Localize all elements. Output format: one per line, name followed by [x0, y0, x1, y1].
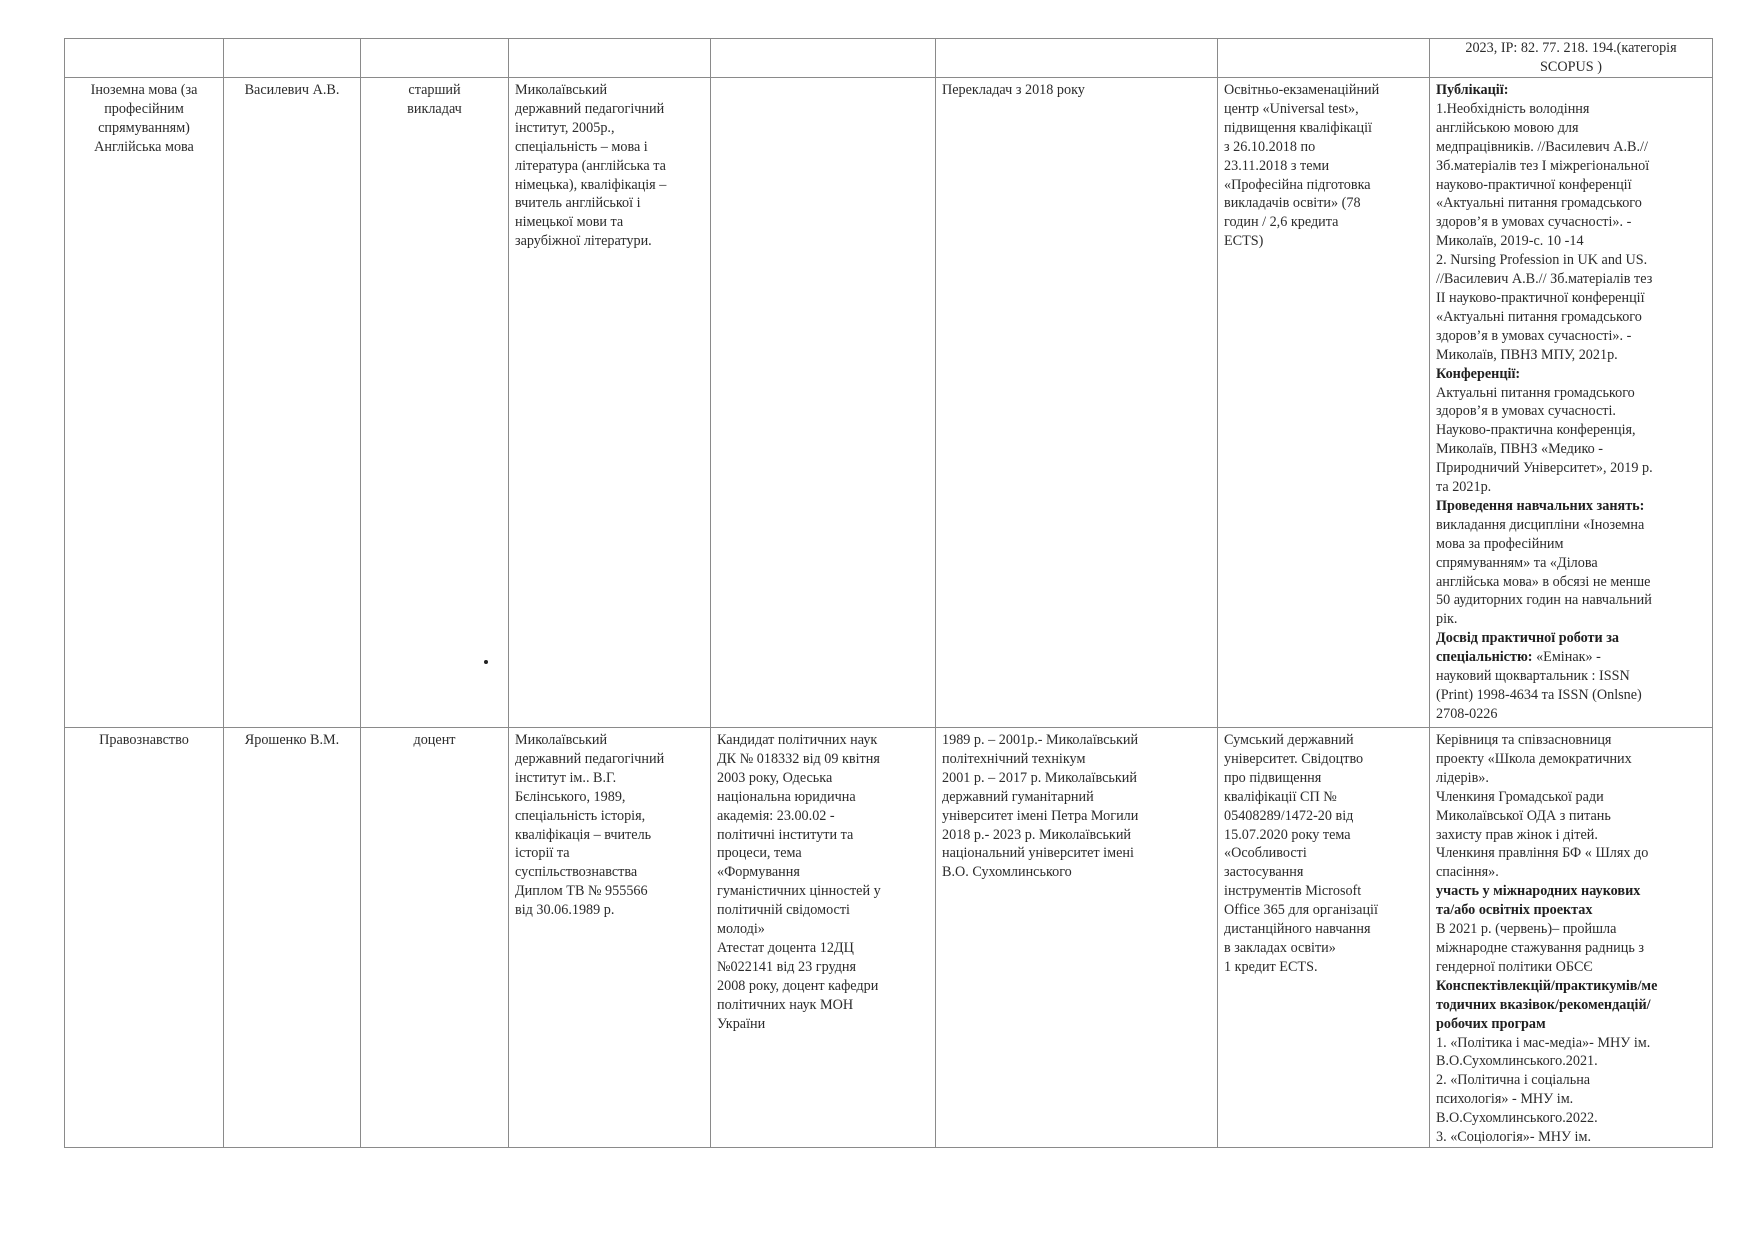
degree-line: академія: 23.00.02 -: [717, 807, 835, 824]
cell-degree: [711, 78, 936, 728]
methods-line: 3. «Соціологія»- МНУ ім.: [1436, 1129, 1592, 1146]
position-line: викладач: [407, 100, 462, 117]
cell-publications: [1430, 78, 1713, 728]
qualification-line: з 26.10.2018 по: [1224, 138, 1316, 155]
discipline-line: Англійська мова: [94, 138, 194, 155]
intl-heading: участь у міжнародних наукових: [1436, 883, 1641, 900]
qualification-line: інструментів Microsoft: [1224, 883, 1362, 900]
position-line: старший: [408, 82, 461, 98]
degree-line: процеси, тема: [717, 845, 802, 862]
degree-line: «Формування: [717, 864, 800, 881]
teacher-name: Ярошенко В.М.: [244, 732, 340, 748]
qualification-line: 23.11.2018 з теми: [1224, 157, 1330, 174]
position-line: доцент: [413, 732, 456, 748]
cell-discipline: [65, 728, 224, 1148]
conferences-line: Природничий Університет», 2019 р.: [1436, 460, 1653, 477]
qualification-line: дистанційного навчання: [1224, 921, 1371, 938]
degree-line: №022141 від 23 грудня: [717, 958, 857, 975]
publications-line: здоров’я в умовах сучасності». -: [1436, 327, 1632, 344]
qualification-line: Сумський державний: [1224, 732, 1354, 748]
education-line: державний педагогічний: [515, 100, 665, 117]
qualification-line: в закладах освіти»: [1224, 939, 1336, 956]
degree-line: політичних наук МОН: [717, 996, 854, 1013]
practice-first: «Емінак» -: [1532, 649, 1601, 666]
education-line: зарубіжної літератури.: [515, 233, 652, 250]
degree-line: Кандидат політичних наук: [717, 732, 878, 748]
education-line: Миколаївський: [515, 82, 608, 98]
practice-heading-cont: спеціальністю:: [1436, 649, 1533, 666]
education-line: кваліфікація – вчитель: [515, 826, 652, 843]
degree-line: гуманістичних цінностей у: [717, 883, 881, 900]
methods-line: 1. «Політика і мас-медіа»- МНУ ім.: [1436, 1034, 1651, 1051]
activity-line: проекту «Школа демократичних: [1436, 750, 1632, 767]
degree-line: ДК № 018332 від 09 квітня: [717, 750, 880, 767]
qualification-line: університет. Свідоцтво: [1224, 750, 1364, 767]
scan-speck: [484, 660, 488, 664]
publications-line: 2023, IP: 82. 77. 218. 194.(категорія: [1465, 40, 1677, 56]
publications-line: «Актуальні питання громадського: [1436, 308, 1642, 325]
activity-line: захисту прав жінок і дітей.: [1436, 826, 1598, 843]
conferences-line: здоров’я в умовах сучасності.: [1436, 403, 1616, 420]
cell-degree: [711, 728, 936, 1148]
classes-line: мова за професійним: [1436, 535, 1564, 552]
experience-line: Перекладач з 2018 року: [942, 82, 1085, 98]
methods-line: 2. «Політична і соціальна: [1436, 1072, 1591, 1089]
education-line: Бєлінського, 1989,: [515, 788, 626, 805]
practice-line: 2708-0226: [1436, 705, 1498, 722]
qualification-line: Office 365 для організації: [1224, 902, 1378, 919]
qualification-line: 15.07.2020 року тема: [1224, 826, 1351, 843]
cell-qualification: [1218, 39, 1430, 78]
publications-line: англійською мовою для: [1436, 119, 1579, 136]
methods-line: В.О.Сухомлинського.2022.: [1436, 1110, 1598, 1127]
degree-line: молоді»: [717, 921, 765, 938]
methods-heading: Конспектівлекцій/практикумів/ме: [1436, 977, 1658, 994]
classes-heading: Проведення навчальних занять:: [1436, 497, 1645, 514]
qualification-line: про підвищення: [1224, 769, 1322, 786]
education-line: німецької мови та: [515, 214, 624, 231]
cell-position: [361, 728, 509, 1148]
qualification-line: «Професійна підготовка: [1224, 176, 1371, 193]
activity-line: Керівниця та співзасновниця: [1436, 732, 1612, 748]
intl-line: В 2021 р. (червень)– пройшла: [1436, 921, 1617, 938]
practice-line: науковий щоквартальник : ISSN: [1436, 668, 1630, 685]
publications-line: SCOPUS ): [1540, 58, 1602, 75]
degree-line: національна юридична: [717, 788, 856, 805]
publications-line: Миколаїв, 2019-с. 10 -14: [1436, 233, 1584, 250]
activity-line: лідерів».: [1436, 769, 1489, 786]
education-line: Диплом ТВ № 955566: [515, 883, 648, 900]
qualification-line: Освітньо-екзаменаційний: [1224, 82, 1380, 98]
publications-line: медпрацівників. //Василевич А.В.//: [1436, 138, 1648, 155]
qualification-line: підвищення кваліфікації: [1224, 119, 1372, 136]
experience-line: 2001 р. – 2017 р. Миколаївський: [942, 769, 1137, 786]
conferences-line: Актуальні питання громадського: [1436, 384, 1635, 401]
classes-line: англійська мова» в обсязі не менше: [1436, 573, 1651, 590]
classes-line: викладання дисципліни «Іноземна: [1436, 516, 1645, 533]
education-line: від 30.06.1989 р.: [515, 902, 615, 919]
activity-line: Членкиня Громадської ради: [1436, 788, 1604, 805]
cell-teacher: [224, 78, 361, 728]
experience-line: 1989 р. – 2001р.- Миколаївський: [942, 732, 1139, 748]
degree-line: України: [717, 1015, 766, 1032]
staff-qualification-table: [64, 38, 1713, 1148]
methods-heading: тодичних вказівок/рекомендацій/: [1436, 996, 1651, 1013]
experience-line: державний гуманітарний: [942, 788, 1094, 805]
practice-line: (Print) 1998-4634 та ISSN (Onlsne): [1436, 687, 1642, 703]
education-line: інститут ім.. В.Г.: [515, 769, 617, 786]
cell-position: [361, 78, 509, 728]
cell-publications: [1430, 39, 1713, 78]
activity-line: Членкиня правління БФ « Шлях до: [1436, 845, 1649, 862]
qualification-line: годин / 2,6 кредита: [1224, 214, 1339, 231]
degree-line: 2008 року, доцент кафедри: [717, 977, 879, 994]
conferences-line: Миколаїв, ПВНЗ «Медико -: [1436, 441, 1603, 458]
experience-line: В.О. Сухомлинського: [942, 864, 1072, 881]
degree-line: 2003 року, Одеська: [717, 769, 833, 786]
table-row-vasylevych: [65, 78, 1713, 728]
publications-line: //Василевич А.В.// Зб.матеріалів тез: [1436, 271, 1653, 288]
education-line: спеціальність історія,: [515, 807, 646, 824]
cell-experience: [936, 39, 1218, 78]
experience-line: 2018 р.- 2023 р. Миколаївський: [942, 826, 1132, 843]
intl-line: гендерної політики ОБСЄ: [1436, 958, 1593, 975]
qualification-line: застосування: [1224, 864, 1304, 881]
qualification-line: центр «Universal test»,: [1224, 100, 1359, 117]
education-line: Миколаївський: [515, 732, 608, 748]
intl-line: міжнародне стажування радниць з: [1436, 939, 1644, 956]
table-row-yaroshenko: [65, 728, 1713, 1148]
discipline-line: професійним: [104, 100, 184, 117]
education-line: література (англійська та: [515, 157, 666, 174]
activity-line: спасіння».: [1436, 864, 1499, 881]
conferences-heading: Конференції:: [1436, 365, 1521, 382]
classes-line: 50 аудиторних годин на навчальний: [1436, 592, 1652, 609]
publications-line: здоров’я в умовах сучасності». -: [1436, 214, 1632, 231]
cell-education: [509, 728, 711, 1148]
cell-qualification: [1218, 728, 1430, 1148]
education-line: історії та: [515, 845, 570, 862]
methods-heading: робочих програм: [1436, 1015, 1546, 1032]
cell-discipline: [65, 39, 224, 78]
cell-education: [509, 39, 711, 78]
education-line: суспільствознавства: [515, 864, 638, 881]
cell-discipline: [65, 78, 224, 728]
activity-line: Миколаївської ОДА з питань: [1436, 807, 1611, 824]
education-line: інститут, 2005р.,: [515, 119, 615, 136]
qualification-line: «Особливості: [1224, 845, 1307, 862]
degree-line: Атестат доцента 12ДЦ: [717, 939, 854, 956]
cell-experience: [936, 78, 1218, 728]
cell-degree: [711, 39, 936, 78]
degree-line: політичні інститути та: [717, 826, 854, 843]
publications-line: 2. Nursing Profession in UK and US.: [1436, 252, 1648, 269]
classes-line: спрямуванням» та «Ділова: [1436, 554, 1598, 571]
education-line: німецька), кваліфікація –: [515, 176, 667, 193]
classes-line: рік.: [1436, 611, 1458, 628]
publications-line: Миколаїв, ПВНЗ МПУ, 2021р.: [1436, 346, 1618, 363]
education-line: державний педагогічний: [515, 750, 665, 767]
experience-line: політехнічний технікум: [942, 750, 1086, 767]
qualification-line: ECTS): [1224, 233, 1264, 250]
qualification-line: кваліфікації СП №: [1224, 788, 1337, 805]
practice-heading-line: [1436, 648, 1706, 667]
experience-line: національний університет імені: [942, 845, 1134, 862]
cell-education: [509, 78, 711, 728]
publications-line: 1.Необхідність володіння: [1436, 100, 1590, 117]
cell-position: [361, 39, 509, 78]
practice-heading: Досвід практичної роботи за: [1436, 630, 1619, 647]
conferences-line: та 2021р.: [1436, 479, 1492, 496]
publications-line: науково-практичної конференції: [1436, 176, 1632, 193]
qualification-line: викладачів освіти» (78: [1224, 195, 1361, 212]
discipline-line: спрямуванням): [98, 119, 190, 136]
publications-line: «Актуальні питання громадського: [1436, 195, 1642, 212]
publications-heading: Публікації:: [1436, 82, 1509, 98]
teacher-name: Василевич А.В.: [244, 82, 340, 98]
table-row-continued: [65, 39, 1713, 78]
methods-line: В.О.Сухомлинського.2021.: [1436, 1053, 1598, 1070]
publications-line: Зб.матеріалів тез І міжрегіональної: [1436, 157, 1650, 174]
cell-experience: [936, 728, 1218, 1148]
methods-line: психологія» - МНУ ім.: [1436, 1091, 1574, 1108]
experience-line: університет імені Петра Могили: [942, 807, 1139, 824]
education-line: вчитель англійської і: [515, 195, 641, 212]
education-line: спеціальність – мова і: [515, 138, 648, 155]
qualification-line: 1 кредит ECTS.: [1224, 958, 1318, 975]
cell-teacher: [224, 39, 361, 78]
cell-qualification: [1218, 78, 1430, 728]
cell-teacher: [224, 728, 361, 1148]
intl-heading: та/або освітніх проектах: [1436, 902, 1593, 919]
degree-line: політичній свідомості: [717, 902, 850, 919]
cell-publications: [1430, 728, 1713, 1148]
discipline-line: Іноземна мова (за: [90, 82, 198, 98]
discipline-line: Правознавство: [99, 732, 189, 748]
publications-line: ІІ науково-практичної конференції: [1436, 289, 1645, 306]
conferences-line: Науково-практична конференція,: [1436, 422, 1636, 439]
qualification-line: 05408289/1472-20 від: [1224, 807, 1354, 824]
